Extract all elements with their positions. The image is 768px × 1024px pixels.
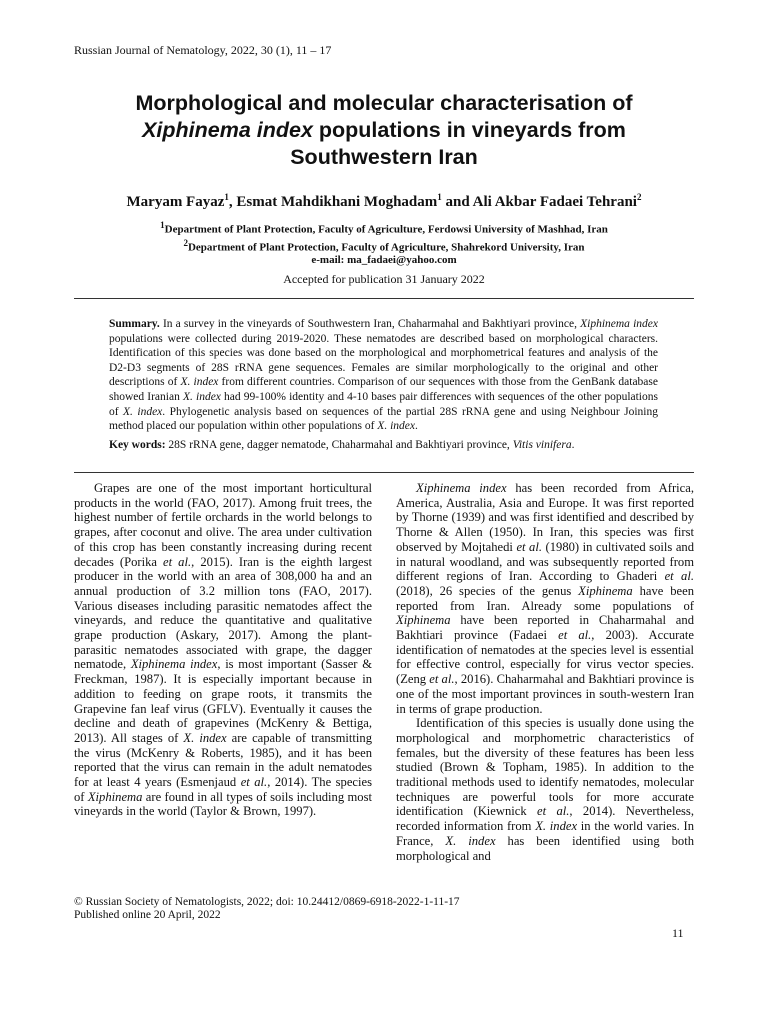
- italic-term: X. index: [535, 819, 578, 834]
- italic-term: et al.: [537, 804, 570, 819]
- body-segment: Identification of this species is usually done using the morphological and morphometric characteristics of females, but the diversity of these features has been less studied (Brown & Topham, 1985). In addition to the traditional methods used to identify nematodes, molecular techniques are powerful tools for more accurate identification (Kiewnick: [396, 716, 694, 819]
- affiliation-2: [74, 237, 694, 255]
- keywords-end: .: [571, 438, 575, 451]
- abstract-segment: .: [414, 420, 418, 433]
- italic-term: Xiphinema: [396, 613, 451, 628]
- body-segment: have been reported in Chaharmahal and Bakhtiari province (Fadaei: [396, 613, 694, 643]
- title-line-2-rest: populations in vineyards from: [312, 118, 626, 142]
- body-segment: (1980) in cultivated soils and in natural woodland, and was subsequently reported from different regions of Iran. According to Ghaderi: [396, 539, 695, 584]
- italic-term: Xiphinema: [87, 789, 143, 804]
- abstract-segment: . Phylogenetic analysis based on sequences of the partial 28S rRNA gene and using Neighbour Joining method placed our population within other populations of: [109, 405, 658, 433]
- italic-term: et al.: [163, 554, 192, 569]
- author-1-affil: 1: [224, 192, 229, 202]
- keywords: [109, 438, 658, 453]
- body-column-left: [74, 481, 372, 819]
- keywords-text: 28S rRNA gene, dagger nematode, Chaharmahal and Bakhtiyari province,: [165, 438, 513, 451]
- accepted-date: Accepted for publication 31 January 2022: [283, 272, 485, 286]
- italic-term: et al.: [429, 672, 455, 687]
- abstract-label: Summary.: [109, 318, 160, 330]
- affiliation-1-text: Department of Plant Protection, Faculty of Agriculture, Ferdowsi University of Mashhad, Iran: [164, 223, 608, 236]
- author-list: [74, 192, 694, 211]
- page-number: 11: [672, 926, 684, 940]
- body-segment: , 2014). The species of: [74, 775, 373, 804]
- body-segment: are found in all types of soils including most vineyards in the world (Taylor & Brown, 1997).: [74, 789, 373, 819]
- body-paragraph: [396, 716, 694, 863]
- keywords-species: Vitis vinifera: [512, 438, 572, 451]
- body-segment: , is most important (Sasser & Freckman, 1987). It is especially important because in addition to feeding on grape roots, it transmits the Grapevine fan leaf virus (GFLV). Eventually it causes the decline and death of grapevines (McKenry & Bettiga, 2013). All stages of: [74, 657, 372, 745]
- italic-term: et al.: [664, 569, 695, 584]
- body-segment: are capable of transmitting the virus (McKenry & Roberts, 1985), and it has been reported that the virus can remain in the adult nematodes for at least 4 years (Esmenjaud: [74, 730, 372, 790]
- italic-term: X. index: [445, 833, 496, 848]
- author-3-affil: 2: [636, 192, 642, 202]
- body-segment: in the world varies. In France,: [396, 819, 695, 848]
- abstract-segment: populations were collected during 2019-2020. These nematodes are described based on morphological characters. Identification of this species was done based on the morphological and morphometrical features and analysis of the D2-D3 segments of 28S rRNA gene sequences. Females are similar morphologically to the original and other descriptions of: [109, 332, 658, 389]
- author-2-affil: 1: [437, 192, 442, 202]
- journal-header: Russian Journal of Nematology, 2022, 30 (1), 11 – 17: [74, 43, 332, 57]
- author-2: Esmat Mahdikhani Moghadam: [236, 194, 438, 210]
- title-line-2: [74, 117, 694, 144]
- body-segment: , 2016). Chaharmahal and Bakhtiari province is one of the most important provinces in south-western Iran in terms of grape production.: [396, 672, 694, 716]
- italic-term: Xiphinema: [578, 583, 633, 598]
- species-name: X. index: [123, 405, 163, 418]
- body-paragraph: [396, 481, 694, 716]
- abstract-segment: had 99-100% identity and 4-10 bases pair differences with sequences of the other populations of: [109, 390, 658, 418]
- body-segment: , 2014). Nevertheless, recorded information from: [396, 804, 694, 834]
- body-segment: , 2003). Accurate identification of nematodes at the species level is essential for effective control, especially for virus vector species. (Zeng: [396, 628, 694, 687]
- divider-bottom: [74, 472, 694, 473]
- affiliations: [74, 219, 694, 267]
- italic-term: Xiphinema index: [130, 657, 218, 672]
- body-paragraph: [74, 481, 372, 819]
- italic-term: Xiphinema index: [416, 481, 507, 495]
- title-species-name: Xiphinema index: [142, 118, 313, 142]
- abstract: [109, 317, 658, 452]
- species-name: X. index: [180, 376, 219, 389]
- italic-term: X. index: [183, 730, 227, 745]
- affiliation-1: [74, 219, 694, 237]
- body-segment: (2018), 26 species of the genus: [396, 583, 579, 598]
- author-1: Maryam Fayaz: [126, 194, 225, 210]
- affiliation-2-text: Department of Plant Protection, Faculty of Agriculture, Shahrekord University, Iran: [187, 241, 585, 254]
- body-column-right: [396, 481, 694, 863]
- italic-term: et al.: [240, 775, 268, 790]
- keywords-label: Key words:: [109, 438, 166, 451]
- author-3: Ali Akbar Fadaei Tehrani: [472, 194, 637, 210]
- contact-email[interactable]: e-mail: ma_fadaei@yahoo.com: [311, 254, 457, 267]
- body-segment: has been identified using both morphological and: [396, 833, 695, 863]
- page-footer: [74, 896, 460, 922]
- abstract-text: [109, 317, 658, 434]
- affiliation-2-number: 2: [183, 237, 188, 248]
- article-title: [74, 90, 694, 171]
- body-segment: has been recorded from Africa, America, Australia, Asia and Europe. It was first reported by Thorne (1939) and was first identified and described by Thorne & Allen (1950). In Iran, this species was first observed by Mojtahedi: [396, 481, 694, 554]
- italic-term: et al.: [558, 628, 592, 643]
- copyright-doi: © Russian Society of Nematologists, 2022; doi: 10.24412/0869-6918-2022-1-11-17: [74, 896, 460, 908]
- abstract-segment: from different countries. Comparison of our sequences with those from the GenBank database showed Iranian: [109, 376, 658, 403]
- title-line-3: Southwestern Iran: [290, 145, 478, 169]
- body-segment: have been reported from Iran. Already some populations of: [396, 583, 694, 613]
- author-separator: ,: [228, 194, 237, 210]
- divider-top: [74, 298, 694, 299]
- publication-date: Published online 20 April, 2022: [74, 909, 221, 921]
- abstract-segment: In a survey in the vineyards of Southwestern Iran, Chaharmahal and Bakhtiyari province,: [159, 318, 581, 330]
- body-segment: , 2015). Iran is the eighth largest producer in the world with an area of 308,000 ha and an annual production of 3.2 million tons (FAO, 2017). Various diseases including parasitic nematodes affect the vineyards, and reduce the quantitative and qualitative grape production (Askary, 2017). Among the plant-parasitic nematodes associated with grape, the dagger nematode,: [74, 554, 372, 672]
- italic-term: et al.: [516, 539, 543, 554]
- title-line-1: Morphological and molecular characterisation of: [135, 91, 633, 115]
- author-separator: and: [441, 194, 473, 210]
- affiliation-1-number: 1: [160, 220, 165, 230]
- species-name: Xiphinema index: [580, 318, 658, 330]
- body-segment: Grapes are one of the most important horticultural products in the world (FAO, 2017). Among fruit trees, the highest number of fertile orchards in the world belongs to grapes, after coconut and olive. The area under cultivation of this crop has been constantly increasing during recent decades (Porika: [74, 481, 372, 569]
- species-name: X. index: [377, 420, 415, 433]
- species-name: X. index: [182, 390, 221, 403]
